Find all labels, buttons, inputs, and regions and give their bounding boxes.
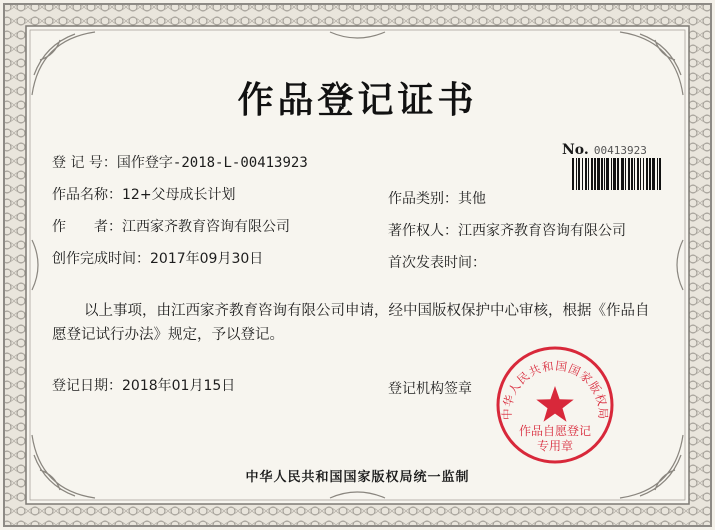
seal-ring-text: 中华人民共和国国家版权局 (499, 358, 611, 421)
barcode-image (572, 158, 664, 190)
work-name-label: 作品名称： (52, 187, 122, 203)
barcode-bar (617, 158, 619, 190)
barcode-bar (578, 158, 580, 190)
official-seal (494, 344, 616, 466)
barcode-bar (594, 158, 596, 190)
serial-number (562, 139, 647, 158)
seal-star-icon (536, 386, 573, 422)
registration-date-label: 登记日期： (52, 378, 122, 394)
barcode-bar (625, 158, 626, 190)
barcode-bar (652, 158, 655, 190)
author-label: 作 者： (52, 219, 122, 235)
barcode-bar (572, 158, 574, 190)
author-row (52, 216, 290, 236)
barcode-bar (597, 158, 600, 190)
barcode-bar (621, 158, 624, 190)
footer-issuer: 中华人民共和国国家版权局统一监制 (245, 470, 470, 485)
barcode-bar (585, 158, 587, 190)
barcode-bar (634, 158, 635, 190)
completion-date-label: 创作完成时间： (52, 251, 150, 267)
work-category-value: 其他 (458, 191, 486, 207)
first-publish-label: 首次发表时间： (388, 255, 486, 271)
barcode-bar (606, 158, 609, 190)
barcode-bar (576, 158, 577, 190)
copyright-owner-value: 江西家齐教育咨询有限公司 (458, 223, 626, 239)
barcode-bar (591, 158, 593, 190)
work-name-row (52, 184, 236, 204)
statement-line-2: 愿登记试行办法》规定，予以登记。 (52, 327, 284, 343)
completion-date-value: 2017年09月30日 (150, 251, 264, 267)
registration-number-value: 国作登字-2018-L-00413923 (116, 155, 308, 171)
barcode-bar (637, 158, 639, 190)
barcode-bar (640, 158, 641, 190)
registration-date-value: 2018年01月15日 (122, 378, 236, 394)
author-value: 江西家齐教育咨询有限公司 (122, 219, 290, 235)
barcode-bar (611, 158, 612, 190)
serial-value: 00413923 (593, 144, 647, 157)
seal-label: 登记机构签章 (388, 381, 472, 397)
seal-inner-line-1: 作品自愿登记 (518, 424, 592, 438)
certificate-title: 作品登记证书 (237, 79, 478, 121)
barcode-bar (646, 158, 648, 190)
seal-inner-line-2: 专用章 (536, 439, 574, 453)
copyright-owner-row (388, 220, 626, 240)
barcode-bar (657, 158, 658, 190)
barcode-bar (649, 158, 651, 190)
statement-line-1: 以上事项，由江西家齐教育咨询有限公司申请，经中国版权保护中心审核，根据《作品自 (84, 303, 650, 319)
registration-number-row (52, 152, 308, 172)
copyright-owner-label: 著作权人： (388, 223, 458, 239)
registration-date-row (52, 375, 235, 395)
work-category-row (388, 188, 486, 208)
barcode-bar (659, 158, 661, 190)
first-publish-row (388, 252, 486, 272)
barcode-bar (601, 158, 603, 190)
work-category-label: 作品类别： (388, 191, 458, 207)
barcode-bar (643, 158, 644, 190)
barcode-bar (582, 158, 583, 190)
registration-number-label: 登 记 号： (52, 155, 117, 171)
barcode-bar (631, 158, 633, 190)
completion-date-row (52, 248, 263, 268)
serial-label: No. (562, 142, 589, 158)
work-name-value: 12+父母成长计划 (122, 187, 236, 203)
barcode-bar (613, 158, 616, 190)
barcode-bar (604, 158, 605, 190)
barcode-bar (588, 158, 589, 190)
barcode-bar (628, 158, 630, 190)
